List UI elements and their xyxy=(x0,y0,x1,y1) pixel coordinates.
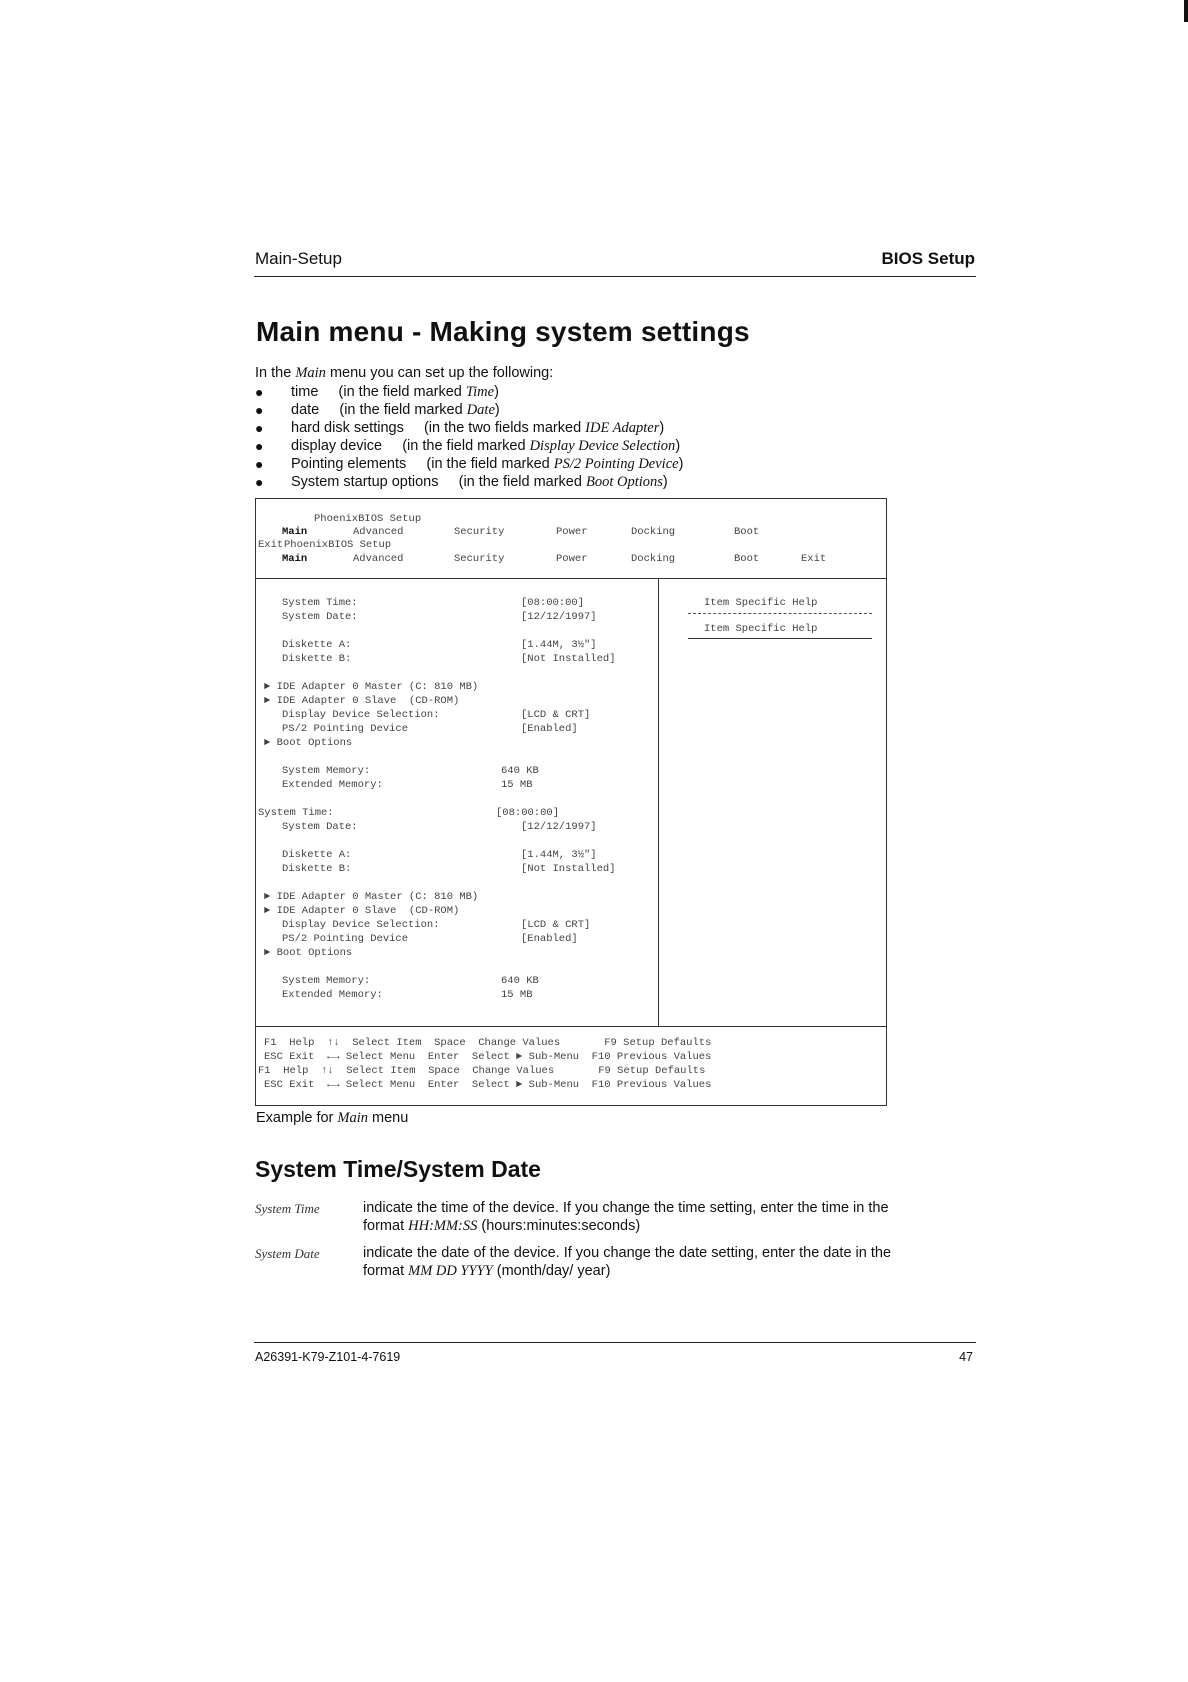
settings-list xyxy=(255,383,955,491)
bullet-icon: ● xyxy=(255,402,264,418)
system-memory-label: System Memory: xyxy=(282,765,371,777)
system-memory-value: 640 KB xyxy=(501,975,539,987)
list-item xyxy=(255,455,955,473)
display-device-value[interactable]: [LCD & CRT] xyxy=(521,919,591,931)
system-date-value[interactable]: [12/12/1997] xyxy=(521,611,597,623)
display-device-value[interactable]: [LCD & CRT] xyxy=(521,709,591,721)
diskette-b-label: Diskette B: xyxy=(282,863,352,875)
bios-panel-divider xyxy=(658,578,659,1026)
caption-before: Example for xyxy=(256,1110,338,1126)
system-time-value[interactable]: [08:00:00] xyxy=(496,807,560,819)
list-item-end: ) xyxy=(494,384,499,400)
bios-keybar-divider xyxy=(256,1026,886,1027)
diskette-b-value[interactable]: [Not Installed] xyxy=(521,863,616,875)
boot-options-item[interactable]: ► Boot Options xyxy=(264,737,353,749)
list-item xyxy=(255,383,955,401)
system-time-label: System Time: xyxy=(258,807,334,819)
format-suffix: (hours:minutes:seconds) xyxy=(477,1218,641,1234)
ps2-pointing-value[interactable]: [Enabled] xyxy=(521,933,578,945)
bios-menu-boot[interactable]: Boot xyxy=(734,553,760,565)
system-date-label: System Date: xyxy=(282,611,358,623)
caption-menu-name: Main xyxy=(337,1110,369,1126)
page-title: Main menu - Making system settings xyxy=(256,316,750,347)
display-device-label: Display Device Selection: xyxy=(282,919,440,931)
bullet-icon: ● xyxy=(255,438,264,454)
bullet-icon: ● xyxy=(255,474,264,490)
list-item-text: display device (in the field marked xyxy=(291,438,530,454)
ps2-pointing-value[interactable]: [Enabled] xyxy=(521,723,578,735)
bios-menu-docking[interactable]: Docking xyxy=(631,526,676,538)
bios-menu-bar xyxy=(256,526,886,538)
ide-master-item[interactable]: ► IDE Adapter 0 Master (C: 810 MB) xyxy=(264,891,479,903)
bullet-icon: ● xyxy=(255,456,264,472)
bios-menu-exit[interactable]: Exit xyxy=(258,539,284,551)
bios-help-title-repeat: Item Specific Help xyxy=(704,623,818,635)
description-system-date xyxy=(363,1244,963,1280)
bios-menu-power[interactable]: Power xyxy=(556,526,588,538)
ide-master-item[interactable]: ► IDE Adapter 0 Master (C: 810 MB) xyxy=(264,681,479,693)
ide-slave-item[interactable]: ► IDE Adapter 0 Slave (CD-ROM) xyxy=(264,695,460,707)
bios-menu-power[interactable]: Power xyxy=(556,553,588,565)
bios-title-repeat: PhoenixBIOS Setup xyxy=(284,539,392,551)
bios-menu-security[interactable]: Security xyxy=(454,553,505,565)
bios-menu-main[interactable]: Main xyxy=(282,526,308,538)
list-item-text: hard disk settings (in the two fields marked xyxy=(291,420,586,436)
list-item-field: Date xyxy=(466,402,495,418)
list-item-end: ) xyxy=(494,402,500,418)
system-time-value[interactable]: [08:00:00] xyxy=(521,597,585,609)
bios-menu-docking[interactable]: Docking xyxy=(631,553,676,565)
bios-menu-advanced[interactable]: Advanced xyxy=(353,553,404,565)
intro-after: menu you can set up the following: xyxy=(325,365,554,381)
term-system-date: System Date xyxy=(255,1246,320,1261)
list-item-end: ) xyxy=(678,456,684,472)
bullet-icon: ● xyxy=(255,420,264,436)
format-prefix: format xyxy=(363,1263,409,1279)
extended-memory-value: 15 MB xyxy=(501,989,533,1001)
bios-keybar-line: ESC Exit ←→ Select Menu Enter Select ► Sub-Menu F10 Previous Values xyxy=(264,1079,712,1091)
description-line: indicate the date of the device. If you change the date setting, enter the date in the xyxy=(363,1245,892,1261)
format-prefix: format xyxy=(363,1218,409,1234)
bullet-icon: ● xyxy=(255,384,264,400)
bios-menu-main[interactable]: Main xyxy=(282,553,308,565)
page-number: 47 xyxy=(959,1350,973,1364)
diskette-a-value[interactable]: [1.44M, 3½"] xyxy=(521,849,597,861)
bios-keybar-line: F1 Help ↑↓ Select Item Space Change Values F9 Setup Defaults xyxy=(264,1037,712,1049)
list-item-text: time (in the field marked xyxy=(291,384,466,400)
list-item xyxy=(255,473,955,491)
format-pattern: MM DD YYYY xyxy=(408,1263,493,1279)
bios-help-title: Item Specific Help xyxy=(704,597,818,609)
intro-menu-name: Main xyxy=(295,365,326,381)
intro-text xyxy=(255,365,553,382)
bios-menu-exit[interactable]: Exit xyxy=(801,553,827,565)
description-system-time xyxy=(363,1199,963,1235)
diskette-b-value[interactable]: [Not Installed] xyxy=(521,653,616,665)
term-system-time: System Time xyxy=(255,1201,320,1216)
list-item-field: PS/2 Pointing Device xyxy=(553,456,679,472)
list-item-field: Time xyxy=(465,384,495,400)
list-item-field: Display Device Selection xyxy=(529,438,676,454)
extended-memory-label: Extended Memory: xyxy=(282,989,383,1001)
extended-memory-label: Extended Memory: xyxy=(282,779,383,791)
list-item-field: Boot Options xyxy=(585,474,663,490)
list-item-text: Pointing elements (in the field marked xyxy=(291,456,554,472)
running-header-right: BIOS Setup xyxy=(881,249,975,268)
list-item xyxy=(255,401,955,419)
list-item-text: date (in the field marked xyxy=(291,402,467,418)
intro-before: In the xyxy=(255,365,296,381)
list-item-field: IDE Adapter xyxy=(585,420,660,436)
bios-screen-figure xyxy=(255,498,887,1106)
system-date-label: System Date: xyxy=(282,821,358,833)
diskette-a-label: Diskette A: xyxy=(282,639,352,651)
diskette-a-label: Diskette A: xyxy=(282,849,352,861)
system-time-label: System Time: xyxy=(282,597,358,609)
system-date-value[interactable]: [12/12/1997] xyxy=(521,821,597,833)
display-device-label: Display Device Selection: xyxy=(282,709,440,721)
system-memory-label: System Memory: xyxy=(282,975,371,987)
diskette-b-label: Diskette B: xyxy=(282,653,352,665)
edge-mark xyxy=(1184,0,1188,22)
footer-doc-number: A26391-K79-Z101-4-7619 xyxy=(255,1350,401,1364)
running-header-left: Main-Setup xyxy=(255,249,342,268)
format-pattern: HH:MM:SS xyxy=(408,1218,478,1234)
ide-slave-item[interactable]: ► IDE Adapter 0 Slave (CD-ROM) xyxy=(264,905,460,917)
list-item xyxy=(255,419,955,437)
bios-menu-bar-repeat xyxy=(256,553,886,565)
system-memory-value: 640 KB xyxy=(501,765,539,777)
ps2-pointing-label: PS/2 Pointing Device xyxy=(282,723,409,735)
bios-help-rule xyxy=(688,613,872,614)
boot-options-item[interactable]: ► Boot Options xyxy=(264,947,353,959)
bios-menu-security[interactable]: Security xyxy=(454,526,505,538)
ps2-pointing-label: PS/2 Pointing Device xyxy=(282,933,409,945)
caption-after: menu xyxy=(368,1110,409,1126)
description-format-line xyxy=(363,1262,963,1280)
list-item xyxy=(255,437,955,455)
bios-keybar-line: ESC Exit ←→ Select Menu Enter Select ► Sub-Menu F10 Previous Values xyxy=(264,1051,712,1063)
description-format-line xyxy=(363,1217,963,1235)
list-item-text: System startup options (in the field marked xyxy=(291,474,586,490)
description-line: indicate the time of the device. If you change the time setting, enter the time in the xyxy=(363,1200,889,1216)
header-rule xyxy=(254,276,976,277)
list-item-end: ) xyxy=(659,420,665,436)
section-heading: System Time/System Date xyxy=(255,1156,541,1182)
list-item-end: ) xyxy=(662,474,668,490)
diskette-a-value[interactable]: [1.44M, 3½"] xyxy=(521,639,597,651)
bios-menu-advanced[interactable]: Advanced xyxy=(353,526,404,538)
format-suffix: (month/day/ year) xyxy=(492,1263,611,1279)
list-item-end: ) xyxy=(675,438,681,454)
footer-rule xyxy=(254,1342,976,1343)
bios-menu-divider xyxy=(256,578,886,579)
bios-menu-boot[interactable]: Boot xyxy=(734,526,760,538)
bios-keybar-line: F1 Help ↑↓ Select Item Space Change Values F9 Setup Defaults xyxy=(258,1065,706,1077)
figure-caption xyxy=(256,1110,408,1127)
extended-memory-value: 15 MB xyxy=(501,779,533,791)
bios-title: PhoenixBIOS Setup xyxy=(314,513,422,525)
bios-help-underline xyxy=(688,638,872,639)
